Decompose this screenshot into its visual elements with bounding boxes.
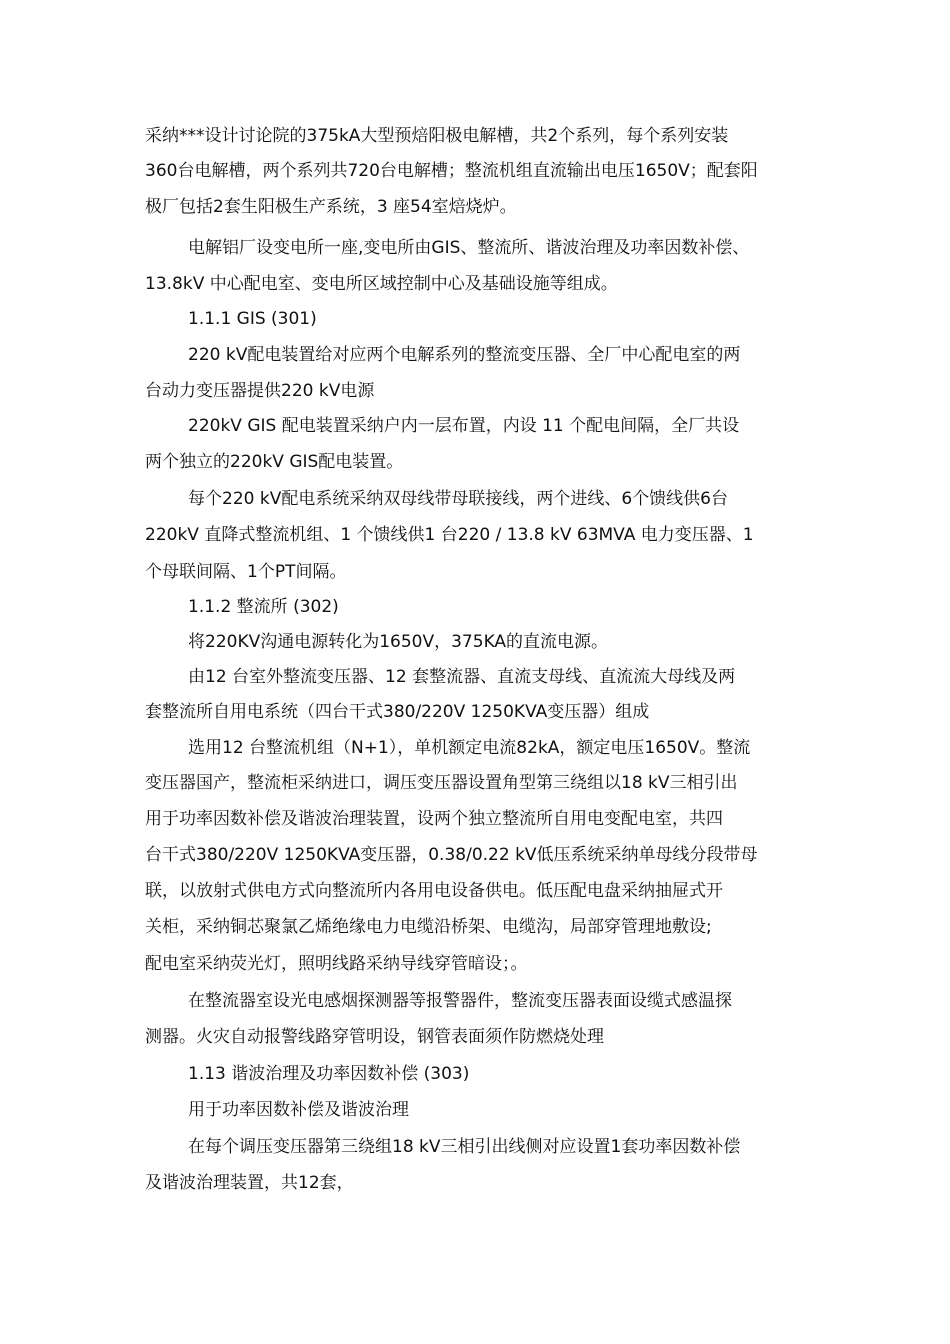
text-line: 将220KV沟通电源转化为1650V，375KA的直流电源。 (188, 632, 609, 652)
text-line: 在整流器室设光电感烟探测器等报警器件，整流变压器表面设缆式感温探 (188, 991, 732, 1011)
text-line: 220kV GIS 配电装置采纳户内一层布置，内设 11 个配电间隔，全厂共设 (188, 416, 740, 436)
text-line: 个母联间隔、1个PT间隔。 (145, 562, 347, 582)
text-line: 220kV 直降式整流机组、1 个馈线供1 台220 / 13.8 kV 63MVA 电力变压器、1 (145, 525, 754, 545)
text-line: 每个220 kV配电系统采纳双母线带母联接线，两个进线、6个馈线供6台 (188, 489, 728, 509)
text-line: 220 kV配电装置给对应两个电解系列的整流变压器、全厂中心配电室的两 (188, 345, 741, 365)
text-line: 用于功率因数补偿及谐波治理装置，设两个独立整流所自用电变配电室，共四 (145, 809, 723, 829)
text-line: 13.8kV 中心配电室、变电所区域控制中心及基础设施等组成。 (145, 274, 618, 294)
section-heading: 1.1.1 GIS (301) (188, 309, 317, 329)
text-line: 用于功率因数补偿及谐波治理 (188, 1100, 409, 1120)
text-line: 台动力变压器提供220 kV电源 (145, 381, 375, 401)
text-line: 配电室采纳荧光灯，照明线路采纳导线穿管暗设；。 (145, 954, 528, 974)
text-line: 在每个调压变压器第三绕组18 kV三相引出线侧对应设置1套功率因数补偿 (188, 1137, 741, 1157)
text-line: 测器。火灾自动报警线路穿管明设，钢管表面须作防燃烧处理 (145, 1027, 604, 1047)
text-line: 及谐波治理装置，共12套， (145, 1173, 354, 1193)
text-line: 360台电解槽，两个系列共720台电解槽；整流机组直流输出电压1650V；配套阳 (145, 161, 758, 181)
text-line: 选用12 台整流机组（N+1），单机额定电流82kA，额定电压1650V。整流 (188, 738, 751, 758)
text-line: 台干式380/220V 1250KVA变压器，0.38/0.22 kV低压系统采纳单母线分段带母 (145, 845, 758, 865)
text-line: 套整流所自用电系统（四台干式380/220V 1250KVA变压器）组成 (145, 702, 650, 722)
text-line: 关柜，采纳铜芯聚氯乙烯绝缘电力电缆沿桥架、电缆沟，局部穿管理地敷设; (145, 917, 712, 937)
text-line: 联，以放射式供电方式向整流所内各用电设备供电。低压配电盘采纳抽屉式开 (145, 881, 723, 901)
section-heading: 1.1.2 整流所 (302) (188, 597, 339, 617)
text-line: 变压器国产，整流柜采纳进口，调压变压器设置角型第三绕组以18 kV三相引出 (145, 773, 738, 793)
text-line: 电解铝厂设变电所一座,变电所由GIS、整流所、谐波治理及功率因数补偿、 (188, 238, 750, 258)
text-line: 由12 台室外整流变压器、12 套整流器、直流支母线、直流流大母线及两 (188, 667, 736, 687)
text-line: 极厂包括2套生阳极生产系统，3 座54室焙烧炉。 (145, 197, 517, 217)
text-line: 采纳***设计讨论院的375kA大型预焙阳极电解槽，共2个系列，每个系列安装 (145, 126, 729, 146)
text-line: 两个独立的220kV GIS配电装置。 (145, 452, 404, 472)
section-heading: 1.13 谐波治理及功率因数补偿 (303) (188, 1064, 470, 1084)
